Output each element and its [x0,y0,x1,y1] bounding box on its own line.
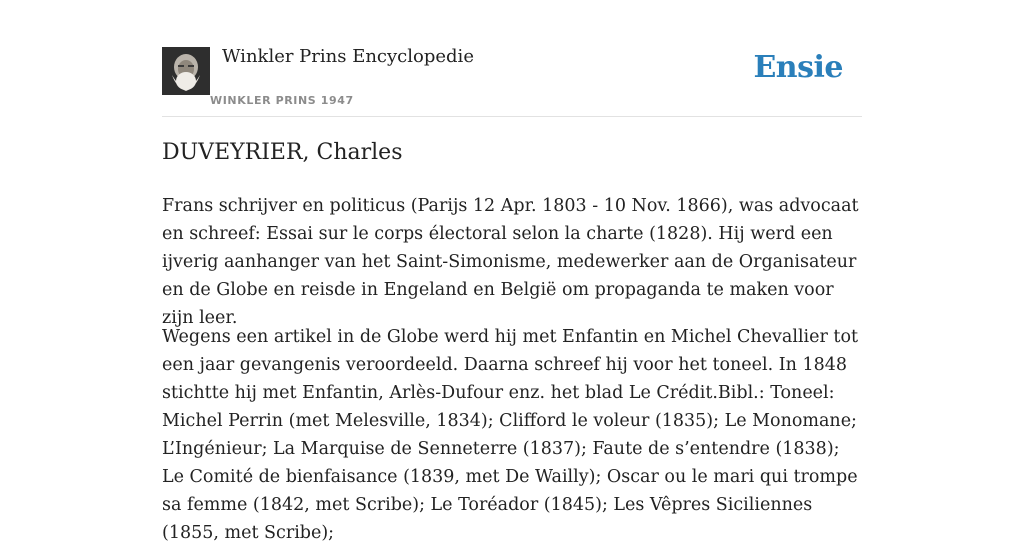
source-name[interactable]: Winkler Prins Encyclopedie [222,46,474,67]
ensie-logo[interactable]: Ensie [753,50,843,85]
author-portrait-icon [162,47,210,95]
page [162,0,862,543]
source-header [162,0,862,117]
article-paragraph: Frans schrijver en politicus (Parijs 12 Apr. 1803 - 10 Nov. 1866), was advocaat en schreef: Essai sur le corps électoral selon la charte (1828). Hij werd een ijverig aanhanger van het Saint-Simonisme, medewerker aan de Organisateur en de Globe en reisde in Engeland en België om propaganda te maken voor zijn leer. [162,196,859,328]
avatar[interactable] [162,47,210,95]
article-paragraph: Wegens een artikel in de Globe werd hij met Enfantin en Michel Chevallier tot een jaar gevangenis veroordeeld. Daarna schreef hij voor het toneel. In 1848 stichtte hij met Enfantin, Arlès-Dufour enz. het blad Le Crédit.Bibl.: Toneel: Michel Perrin (met Melesville, 1834); Clifford le voleur (1835); Le Monomane; L’Ingénieur; La Marquise de Senneterre (1837); Faute de s’entendre (1838); Le Comité de bienfaisance (1839, met De Wailly); Oscar ou le mari qui trompe sa femme (1842, met Scribe); Le Toréador (1845); Les Vêpres Siciliennes (1855, met Scribe); [162,327,859,543]
source-subtitle: WINKLER PRINS 1947 [210,94,354,107]
article-title: DUVEYRIER, Charles [162,140,403,165]
